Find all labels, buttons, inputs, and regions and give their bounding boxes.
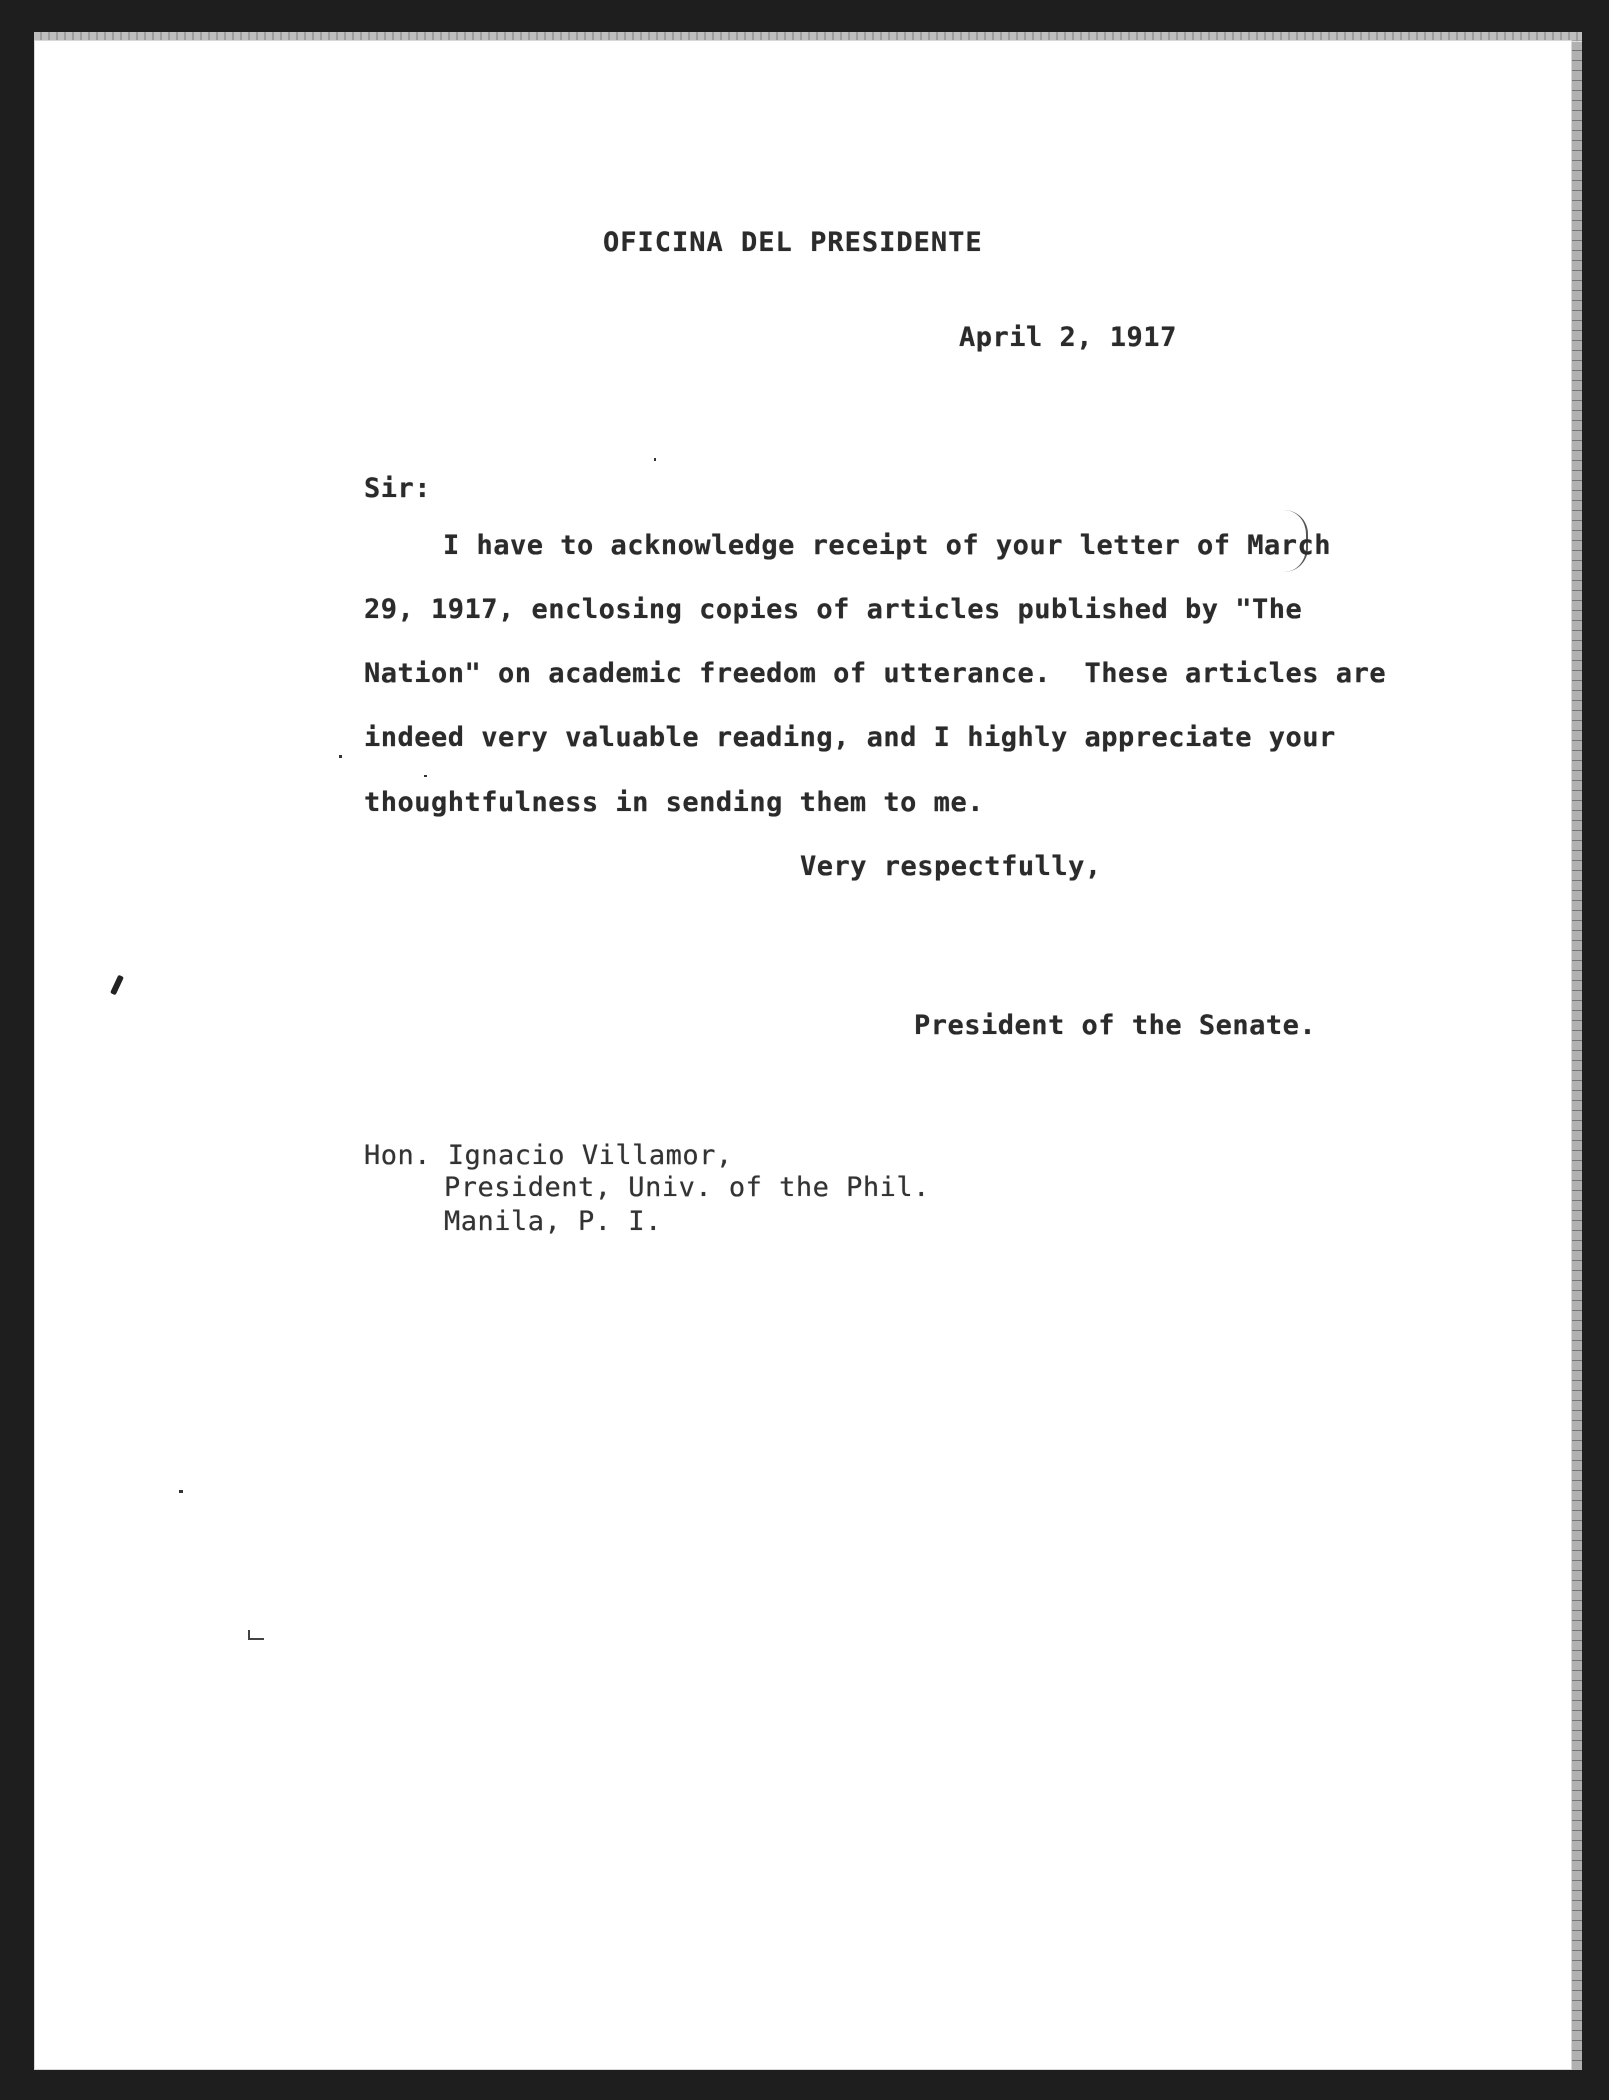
body-line-2: 29, 1917, enclosing copies of articles published by "The bbox=[364, 594, 1303, 625]
speck bbox=[654, 458, 656, 461]
signature-title: President of the Senate. bbox=[914, 1010, 1317, 1041]
body-line-3: Nation" on academic freedom of utterance. These articles are bbox=[364, 658, 1387, 689]
salutation: Sir: bbox=[364, 473, 432, 504]
addressee-location: Manila, P. I. bbox=[444, 1206, 662, 1237]
closing: Very respectfully, bbox=[800, 851, 1102, 882]
body-line-5: thoughtfulness in sending them to me. bbox=[364, 787, 984, 818]
body-line-4: indeed very valuable reading, and I highly appreciate your bbox=[364, 722, 1336, 753]
addressee-position: President, Univ. of the Phil. bbox=[444, 1172, 930, 1203]
speck bbox=[179, 1490, 183, 1493]
speck bbox=[339, 755, 342, 758]
letter-heading: OFICINA DEL PRESIDENTE bbox=[603, 227, 983, 258]
letter-page bbox=[34, 40, 1572, 2070]
speck bbox=[424, 775, 427, 777]
addressee-name: Hon. Ignacio Villamor, bbox=[364, 1140, 733, 1171]
corner-mark bbox=[248, 1630, 264, 1640]
letter-date: April 2, 1917 bbox=[959, 322, 1177, 353]
ink-mark bbox=[110, 975, 124, 996]
body-line-1: I have to acknowledge receipt of your letter of March bbox=[443, 530, 1332, 561]
